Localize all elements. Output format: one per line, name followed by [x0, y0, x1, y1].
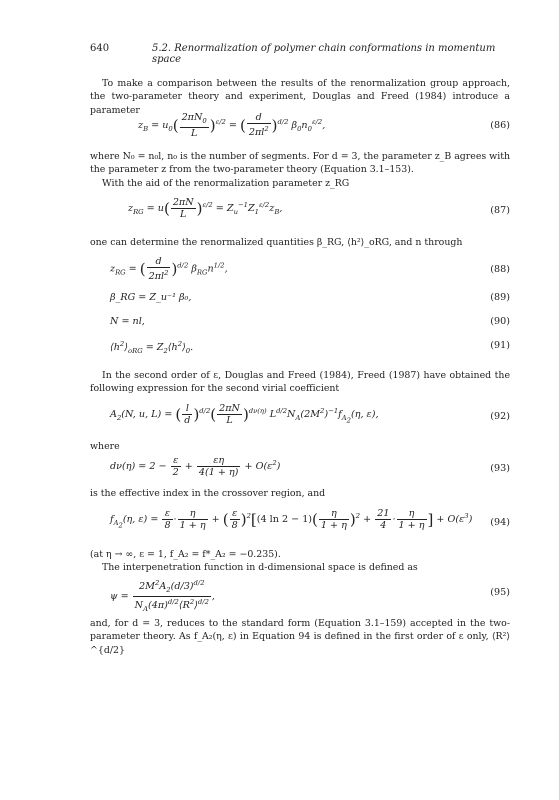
equation-number: (94) — [490, 517, 510, 528]
paragraph-intro: To make a comparison between the results of the renormalization group approach, the two-parameter theory and experiment, Douglas and Freed (1984) introduce a parameter — [90, 78, 510, 116]
equation-91: $⟨h^2⟩_{oRG}$ = $Z_2⟨h^2⟩_0$. (91) — [110, 340, 510, 356]
equation-89 — [90, 292, 510, 306]
paragraph-where: where — [90, 441, 120, 452]
paragraph-effective-index: is the effective index in the crossover region, and — [90, 488, 326, 499]
equation-90 — [90, 316, 510, 330]
equation-87: $z_{RG} = u$( $\frac{2\pi N}{L}$ )$^{\varepsilon/2} = Z_u^{-1}Z_1^{\varepsilon/2}z_B$, (87) — [128, 197, 510, 220]
paragraph-determine: one can determine the renormalized quantities β_RG, ⟨h²⟩_oRG, and n through — [90, 237, 463, 248]
paragraph-standard-form: and, for d = 3, reduces to the standard form (Equation 3.1–159) accepted in the two-parameter theory. As f_A₂(η, ε) in Equation 94 is defined in the first order of ε only, ⟨R²⟩^{d/2} — [90, 618, 510, 656]
equation-95: ψ = $\frac{2M^2A_2(d/3)^{d/2}}{N_A(4\pi)^{d/2}⟨R^2⟩^{d/2}}$ , (95) — [110, 579, 510, 614]
paragraph-second-order: In the second order of ε, Douglas and Freed (1984), Freed (1987) have obtained the following expression for the second virial coefficient — [90, 370, 510, 395]
equation-number: (90) — [490, 316, 510, 327]
equation-number: (88) — [490, 264, 510, 275]
equation-93: dν(η) = 2 − $\frac{\varepsilon}{2}$ + $\frac{\varepsilon\eta}{4(1 + \eta)}$ + $O(\varepsilon^2)$ (93) — [110, 455, 510, 478]
equation-number: (92) — [490, 411, 510, 422]
paragraph-limit: (at η → ∞, ε = 1, f_A₂ = f*_A₂ = −0.235). — [90, 549, 281, 560]
equation-number: (95) — [490, 587, 510, 598]
equation-number: (93) — [490, 463, 510, 474]
equation-number: (87) — [490, 205, 510, 216]
equation-88: $z_{RG}$ = ( $\frac{d}{2\pi l^2}$ )$^{d/2}$ $\beta_{RG}n^{1/2}$, (88) — [110, 256, 510, 283]
paragraph-where-n0: where N₀ = n₀l, n₀ is the number of segments. For d = 3, the parameter z_B agrees with the parameter z from the two-parameter theory (Equation 3.1–153). — [90, 151, 510, 176]
equation-94: $f_{A_2}(\eta$, ε) = $\frac{\varepsilon}{8}$ · $\frac{\eta}{1 + \eta}$ + ( $\frac{\varepsilon}{8}$ )$^2$[(4 ln 2 − 1)( $\frac{\eta}{1 + \eta}$ )$^2$ + $\frac{21}{4}$ · $\frac{\eta}{1 + \eta}$ ] + $O(\varepsilon^3)$ (94) — [110, 508, 510, 531]
paragraph-interpenetration: The interpenetration function in d-dimensional space is defined as — [102, 562, 418, 573]
equation-number: (89) — [490, 292, 510, 303]
equation-text: β_RG = Z_u⁻¹ β₀, — [110, 292, 192, 303]
equation-number: (86) — [490, 120, 510, 131]
equation-86: $z_B = u_0$( $\frac{2\pi N_0}{L}$ )$^{\varepsilon/2}$ = ( $\frac{d}{2\pi l^2}$ )$^{d/2}$ $\beta_0n_0^{\varepsilon/2}$, (86) — [138, 112, 510, 139]
equation-text: N = nl, — [110, 316, 145, 327]
equation-number: (91) — [490, 340, 510, 351]
paragraph-aid: With the aid of the renormalization parameter z_RG — [102, 178, 350, 189]
page-number: 640 — [90, 43, 110, 54]
running-title: 5.2. Renormalization of polymer chain conformations in momentum space — [152, 43, 496, 65]
equation-92: $A_2(N$, u, L) = ( $\frac{l}{d}$ )$^{d/2}$( $\frac{2\pi N}{L}$ )$^{d\nu(\eta)}$ $L^{d/2}N_A(2M^2)^{-1}f_{A_2}(\eta$, ε), (92) — [110, 403, 510, 426]
